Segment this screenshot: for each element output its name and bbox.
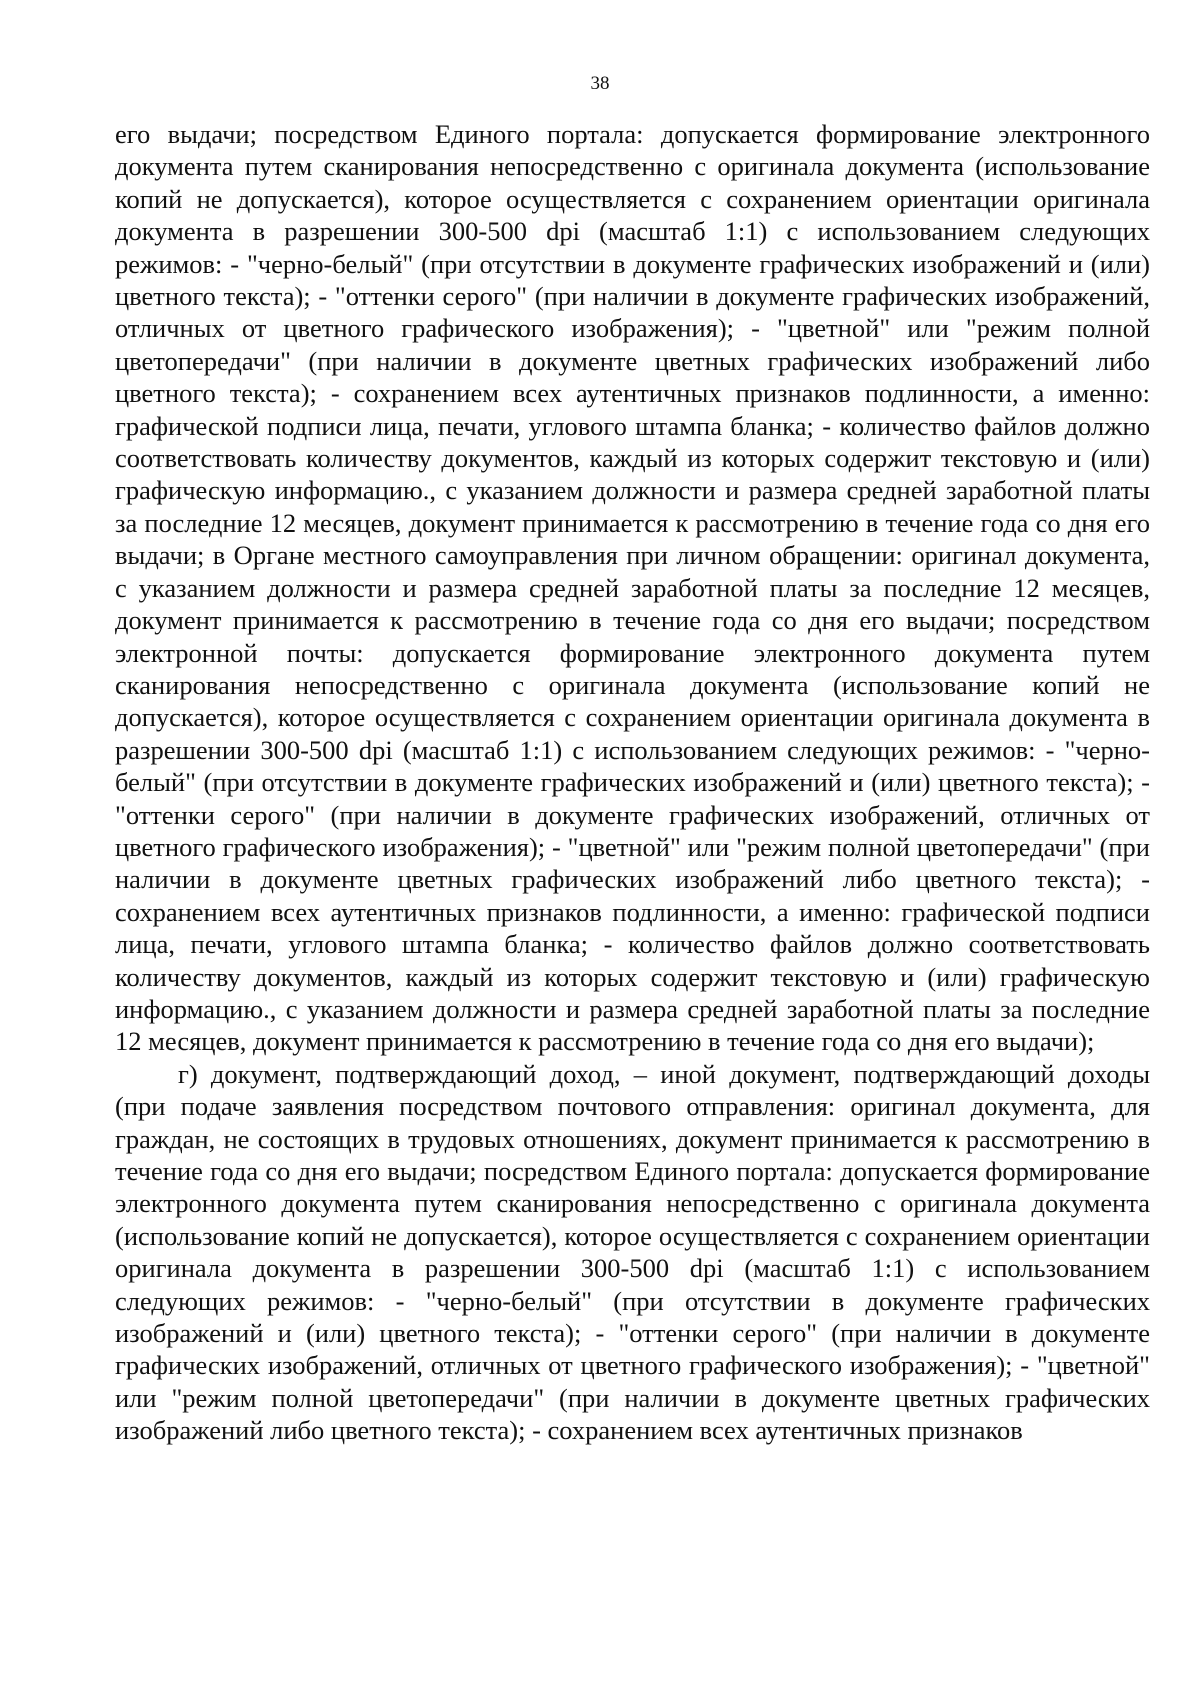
page-number: 38 xyxy=(590,73,610,94)
paragraph-item-g: г) документ, подтверждающий доход, – иной документ, подтверждающий доходы (при подаче заявления посредством почтового отправления: оригинал документа, для граждан, не состоящих в трудовых отношениях, документ принимается к рассмотрению в течение года со дня его выдачи; посредством Единого портала: допускается формирование электронного документа путем сканирования непосредственно с оригинала документа (использование копий не допускается), которое осуществляется с сохранением ориентации оригинала документа в разрешении 300-500 dpi (масштаб 1:1) с использованием следующих режимов: - "черно-белый" (при отсутствии в документе графических изображений и (или) цветного текста); - "оттенки серого" (при наличии в документе графических изображений, отличных от цветного графического изображения); - "цветной" или "режим полной цветопередачи" (при наличии в документе цветных графических изображений либо цветного текста); - сохранением всех аутентичных признаков xyxy=(115,1058,1150,1446)
paragraph-continuation: его выдачи; посредством Единого портала: допускается формирование электронного документа путем сканирования непосредственно с оригинала документа (использование копий не допускается), которое осуществляется с сохранением ориентации оригинала документа в разрешении 300-500 dpi (масштаб 1:1) с использованием следующих режимов: - "черно-белый" (при отсутствии в документе графических изображений и (или) цветного текста); - "оттенки серого" (при наличии в документе графических изображений, отличных от цветного графического изображения); - "цветной" или "режим полной цветопередачи" (при наличии в документе цветных графических изображений либо цветного текста); - сохранением всех аутентичных признаков подлинности, а именно: графической подписи лица, печати, углового штампа бланка; - количество файлов должно соответствовать количеству документов, каждый из которых содержит текстовую и (или) графическую информацию., с указанием должности и размера средней заработной платы за последние 12 месяцев, документ принимается к рассмотрению в течение года со дня его выдачи; в Органе местного самоуправления при личном обращении: оригинал документа, с указанием должности и размера средней заработной платы за последние 12 месяцев, документ принимается к рассмотрению в течение года со дня его выдачи; посредством электронной почты: допускается формирование электронного документа путем сканирования непосредственно с оригинала документа (использование копий не допускается), которое осуществляется с сохранением ориентации оригинала документа в разрешении 300-500 dpi (масштаб 1:1) с использованием следующих режимов: - "черно-белый" (при отсутствии в документе графических изображений и (или) цветного текста); - "оттенки серого" (при наличии в документе графических изображений, отличных от цветного графического изображения); - "цветной" или "режим полной цветопередачи" (при наличии в документе цветных графических изображений либо цветного текста); - сохранением всех аутентичных признаков подлинности, а именно: графической подписи лица, печати, углового штампа бланка; - количество файлов должно соответствовать количеству документов, каждый из которых содержит текстовую и (или) графическую информацию., с указанием должности и размера средней заработной платы за последние 12 месяцев, документ принимается к рассмотрению в течение года со дня его выдачи); xyxy=(115,119,1150,1057)
document-body xyxy=(115,118,1150,1447)
